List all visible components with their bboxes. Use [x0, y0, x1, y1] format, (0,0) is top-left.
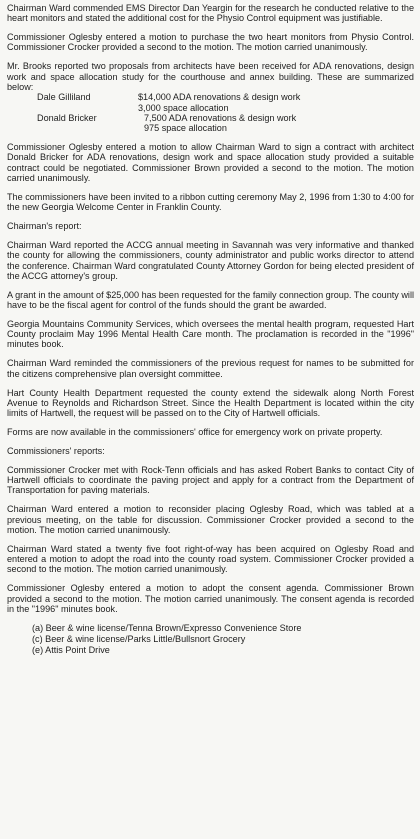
paragraph-accg-meeting: Chairman Ward reported the ACCG annual meeting in Savannah was very informative and thanked the county for allowing the commissioners, county administrator and public works director to attend the conference. Chairman Ward congratulated County Attorney Gordon for being elected president of the ACCG attorney's group. [7, 239, 414, 281]
proposal-name: Donald Bricker [37, 112, 97, 123]
list-item: (c) Beer & wine license/Parks Little/Bullsnort Grocery [32, 633, 246, 644]
proposal-cost: $14,000 ADA renovations & design work [138, 92, 301, 103]
paragraph-bricker-contract-motion: Commissioner Oglesby entered a motion to allow Chairman Ward to sign a contract with architect Donald Bricker for ADA renovations, design work and space allocation study provided a suitable contract could be negotiated. Commissioner Brown provided a second to the motion. The motion carried unanimously. [7, 142, 414, 183]
proposal-cost-line: 3,000 space allocation [138, 102, 229, 113]
paragraph-oglesby-road-adopt: Chairman Ward stated a twenty five foot right-of-way has been acquired on Oglesby Road and entered a motion to adopt the road into the county road system. Commissioner Crocker provided a second to the motion. The motion carried unanimously. [7, 543, 414, 575]
heading-chairman-report: Chairman's report: [7, 221, 82, 232]
proposal-cost: 7,500 ADA renovations & design work [144, 112, 297, 123]
paragraph-emergency-work-forms: Forms are now available in the commissioners' office for emergency work on private property. [7, 427, 383, 438]
proposal-name: Dale Gilliland [37, 92, 91, 103]
proposal-row-bricker [7, 113, 414, 123]
paragraph-ems-heart-monitors: Chairman Ward commended EMS Director Dan Yeargin for the research he conducted relative to the heart monitors and stated the additional cost for the Physio Control equipment was justifiable. [7, 3, 414, 24]
proposal-row-gilliland [7, 92, 414, 102]
paragraph-health-dept-sidewalk: Hart County Health Department requested the county extend the sidewalk along North Forest Avenue to Reynolds and Richardson Street. Since the Health Department is located within the city limits of Hartwell, the request will be passed on to the City of Hartwell officials. [7, 387, 414, 419]
paragraph-comprehensive-plan: Chairman Ward reminded the commissioners of the previous request for names to be submitted for the citizens comprehensive plan oversight committee. [7, 358, 414, 379]
paragraph-oglesby-road-reconsider: Chairman Ward entered a motion to reconsider placing Oglesby Road, which was tabled at a previous meeting, on the table for discussion. Commissioner Crocker provided a second to the motion. The motion carried unanimously. [7, 504, 414, 535]
paragraph-mental-health-month: Georgia Mountains Community Services, which oversees the mental health program, requested Hart County proclaim May 1996 Mental Health Care month. The proclamation is recorded in the "1996" minutes book. [7, 318, 414, 350]
paragraph-rock-tenn-paving: Commissioner Crocker met with Rock-Tenn officials and has asked Robert Banks to contact City of Hartwell officials to coordinate the paving project and apply for a contract from the Department of Transportation for paving materials. [7, 464, 414, 496]
paragraph-architect-proposals: Mr. Brooks reported two proposals from architects have been received for ADA renovations, design work and space allocation study for the courthouse and annex building. These are summarized below: [7, 61, 414, 92]
list-item: (e) Attis Point Drive [32, 644, 110, 655]
list-item: (a) Beer & wine license/Tenna Brown/Expresso Convenience Store [32, 622, 302, 633]
consent-agenda-list [7, 623, 414, 656]
proposal-summary [7, 92, 414, 133]
paragraph-consent-agenda: Commissioner Oglesby entered a motion to adopt the consent agenda. Commissioner Brown provided a second to the motion. The motion carried unanimously. The consent agenda is recorded in the "1996" minutes book. [7, 583, 414, 614]
paragraph-heart-monitor-motion: Commissioner Oglesby entered a motion to purchase the two heart monitors from Physio Control. Commissioner Crocker provided a second to the motion. The motion carried unanimously. [7, 32, 414, 53]
proposal-cost-line: 975 space allocation [144, 123, 227, 134]
paragraph-ribbon-cutting: The commissioners have been invited to a ribbon cutting ceremony May 2, 1996 from 1:30 to 4:00 for the new Georgia Welcome Center in Franklin County. [7, 191, 414, 213]
paragraph-family-connection-grant: A grant in the amount of $25,000 has been requested for the family connection group. The county will have to be the fiscal agent for control of the funds should the grant be awarded. [7, 289, 414, 310]
heading-commissioners-reports: Commissioners' reports: [7, 445, 105, 456]
